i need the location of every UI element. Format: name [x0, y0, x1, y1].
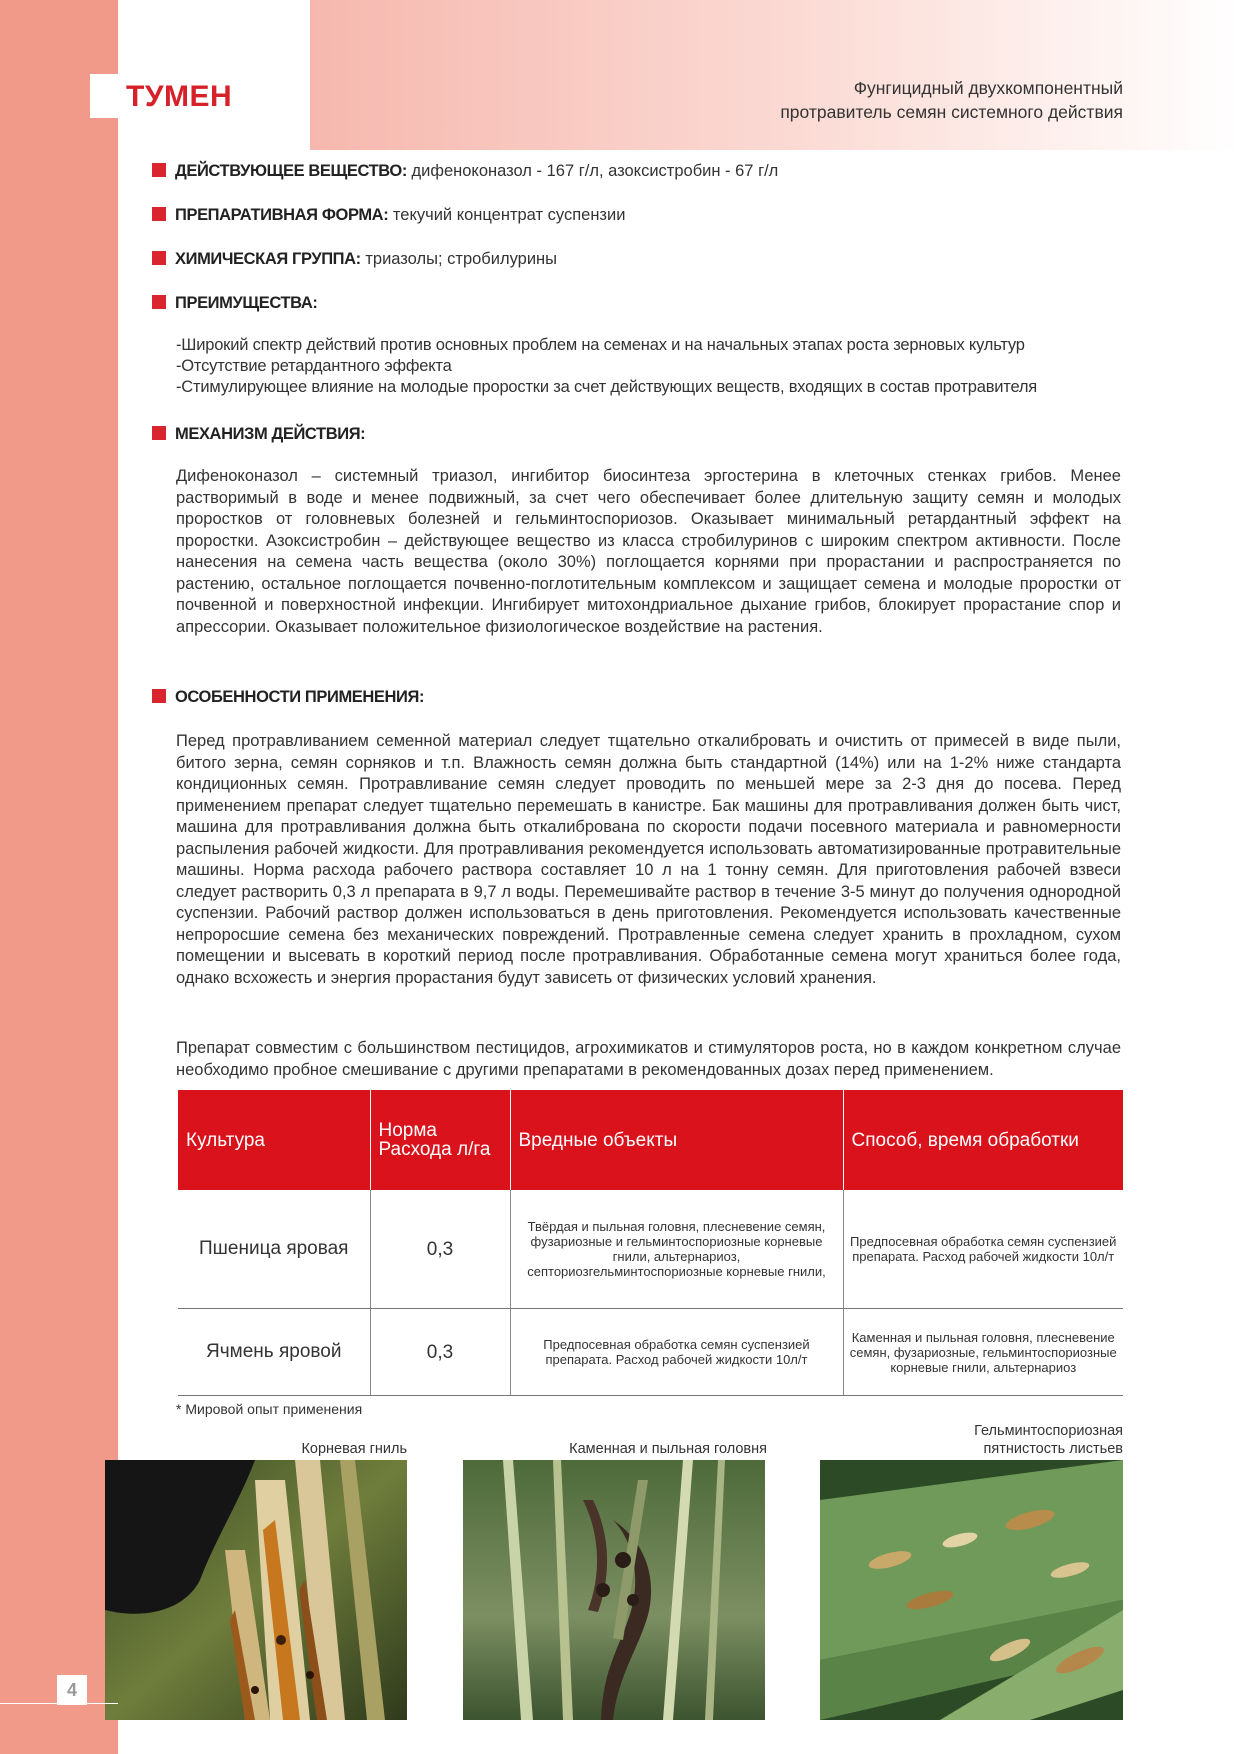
- bullet-square-icon: [152, 251, 166, 265]
- smut-image: [463, 1460, 765, 1720]
- bullet-square-icon: [152, 689, 166, 703]
- footnote: * Мировой опыт применения: [176, 1401, 363, 1417]
- page-number: 4: [66, 1680, 77, 1700]
- ingredient-value: дифеноконазол - 167 г/л, азоксистробин - 67 г/л: [411, 162, 779, 180]
- table-row: [178, 1190, 1123, 1309]
- list-item: -Широкий спектр действий против основных проблем на семенах и на начальных этапах роста зерновых культур: [176, 336, 1025, 354]
- photo-caption-leaf-spot: [974, 1422, 1123, 1458]
- cell-rate: 0,3: [370, 1309, 510, 1396]
- section-application: [152, 686, 424, 708]
- mechanism-label: МЕХАНИЗМ ДЕЙСТВИЯ:: [175, 425, 366, 443]
- bullet-square-icon: [152, 426, 166, 440]
- section-advantages: [152, 292, 317, 314]
- subtitle-line-2: протравитель семян системного действия: [780, 102, 1123, 122]
- header-rate-line-1: Норма: [378, 1120, 437, 1141]
- cell-rate: 0,3: [370, 1190, 510, 1309]
- formulation-label: ПРЕПАРАТИВНАЯ ФОРМА:: [175, 206, 389, 224]
- header-method: Способ, время обработки: [843, 1090, 1123, 1190]
- header-rate: [370, 1090, 510, 1190]
- section-mechanism: [152, 423, 365, 445]
- photo-caption-line-1: Гельминтоспориозная: [974, 1423, 1123, 1439]
- cell-crop: Ячмень яровой: [178, 1309, 370, 1396]
- root-rot-image: [105, 1460, 407, 1720]
- cell-method: Каменная и пыльная головня, плесневение семян, фузариозные, гельминтоспориозные корневые гнили, альтернариоз: [843, 1309, 1123, 1396]
- bullet-square-icon: [152, 295, 166, 309]
- list-item: -Стимулирующее влияние на молодые проростки за счет действующих веществ, входящих в состав протравителя: [176, 378, 1038, 396]
- header-rate-line-2: Расхода л/га: [378, 1139, 491, 1160]
- section-formulation: [152, 204, 625, 226]
- photo-leaf-spot: [820, 1460, 1123, 1720]
- chem-group-label: ХИМИЧЕСКАЯ ГРУППА:: [175, 250, 361, 268]
- formulation-value: текучий концентрат суспензии: [392, 206, 626, 224]
- table-row: [178, 1309, 1123, 1396]
- header-crop: Культура: [178, 1090, 370, 1190]
- section-ingredient: [152, 160, 778, 182]
- compatibility-text: Препарат совместим с большинством пестицидов, агрохимикатов и стимуляторов роста, но в каждом конкретном случае необходимо пробное смешивание с другими препаратами в рекомендованных дозах перед применением.: [176, 1039, 1121, 1079]
- cell-crop: Пшеница яровая: [178, 1190, 370, 1309]
- cell-method: Предпосевная обработка семян суспензией препарата. Расход рабочей жидкости 10л/т: [843, 1190, 1123, 1309]
- chem-group-value: триазолы; стробилурины: [365, 250, 558, 268]
- advantages-label: ПРЕИМУЩЕСТВА:: [175, 294, 318, 312]
- photo-caption-smut: Каменная и пыльная головня: [569, 1441, 767, 1457]
- application-table: [178, 1090, 1123, 1396]
- page-number-line: [0, 1703, 118, 1704]
- table-header-row: [178, 1090, 1123, 1190]
- list-item: -Отсутствие ретардантного эффекта: [176, 357, 452, 375]
- photo-caption-root-rot: Корневая гниль: [301, 1441, 407, 1457]
- cell-pests: Твёрдая и пыльная головня, плесневение семян, фузариозные и гельминтоспориозные корневые гнили, альтернариоз, септориозгельминтоспориозные корневые гнили,: [510, 1190, 843, 1309]
- leaf-spot-image: [820, 1460, 1123, 1720]
- photo-smut: [463, 1460, 765, 1720]
- product-subtitle: [780, 76, 1123, 124]
- left-sidebar-band: [0, 0, 118, 1754]
- header-pests: Вредные объекты: [510, 1090, 843, 1190]
- photo-caption-line-2: пятнистость листьев: [983, 1441, 1123, 1457]
- ingredient-label: ДЕЙСТВУЮЩЕЕ ВЕЩЕСТВО:: [175, 162, 407, 180]
- mechanism-text: Дифеноконазол – системный триазол, ингибитор биосинтеза эргостерина в клеточных стенках грибов. Менее растворимый в воде и менее подвижный, за счет чего обеспечивает более длительную защиту семян и молодых проростков от головневых болезней и гельминтоспориозов. Оказывает минимальный ретардантный эффект на проростки. Азоксистробин – действующее вещество из класса стробилуринов с широким спектром активности. После нанесения на семена часть вещества (около 30%) поглощается корнями при прорастании и распространяется по растению, остальное поглощается почвенно-поглотительным комплексом и защищает семена и молодые проростки от почвенной и поверхностной инфекции. Ингибирует митохондриальное дыхание грибов, блокирует прорастание спор и апрессории. Оказывает положительное физиологическое воздействие на растения.: [176, 467, 1121, 636]
- product-brand-title: ТУМЕН: [126, 80, 233, 113]
- subtitle-line-1: Фунгицидный двухкомпонентный: [853, 78, 1123, 98]
- photo-root-rot: [105, 1460, 407, 1720]
- cell-pests: Предпосевная обработка семян суспензией препарата. Расход рабочей жидкости 10л/т: [510, 1309, 843, 1396]
- application-text: Перед протравливанием семенной материал следует тщательно откалибровать и очистить от примесей в виде пыли, битого зерна, семян сорняков и т.п. Влажность семян должна быть стандартной (14%) или на 1-2% ниже стандарта кондиционных семян. Протравливание семян следует проводить по меньшей мере за 2-3 дня до посева. Перед применением препарат следует тщательно перемешать в канистре. Бак машины для протравливания должен быть чист, машина для протравливания должна быть откалиброванa по скорости подачи посевного материала и равномерности распыления рабочей жидкости. Для протравливания рекомендуется использовать автоматизированные протравительные машины. Норма расхода рабочего раствора составляет 10 л на 1 тонну семян. Для приготовления рабочей взвеси следует растворить 0,3 л препарата в 9,7 л воды. Перемешивайте раствор в течение 3-5 минут до получения однородной суспензии. Рабочий раствор должен использоваться в день приготовления. Рекомендуется использовать качественные непроросшие семена без механических повреждений. Протравленные семена следует хранить в прохладном, сухом помещении и высевать в короткий период после протравливания. Обработанные семена могут храниться более года, однако всхожесть и энергия прорастания будут зависеть от физических условий хранения.: [176, 732, 1121, 987]
- section-chem-group: [152, 248, 557, 270]
- bullet-square-icon: [152, 207, 166, 221]
- header-gradient-band: [310, 0, 1241, 150]
- application-label: ОСОБЕННОСТИ ПРИМЕНЕНИЯ:: [175, 688, 425, 706]
- bullet-square-icon: [152, 163, 166, 177]
- advantages-list: [176, 335, 1037, 398]
